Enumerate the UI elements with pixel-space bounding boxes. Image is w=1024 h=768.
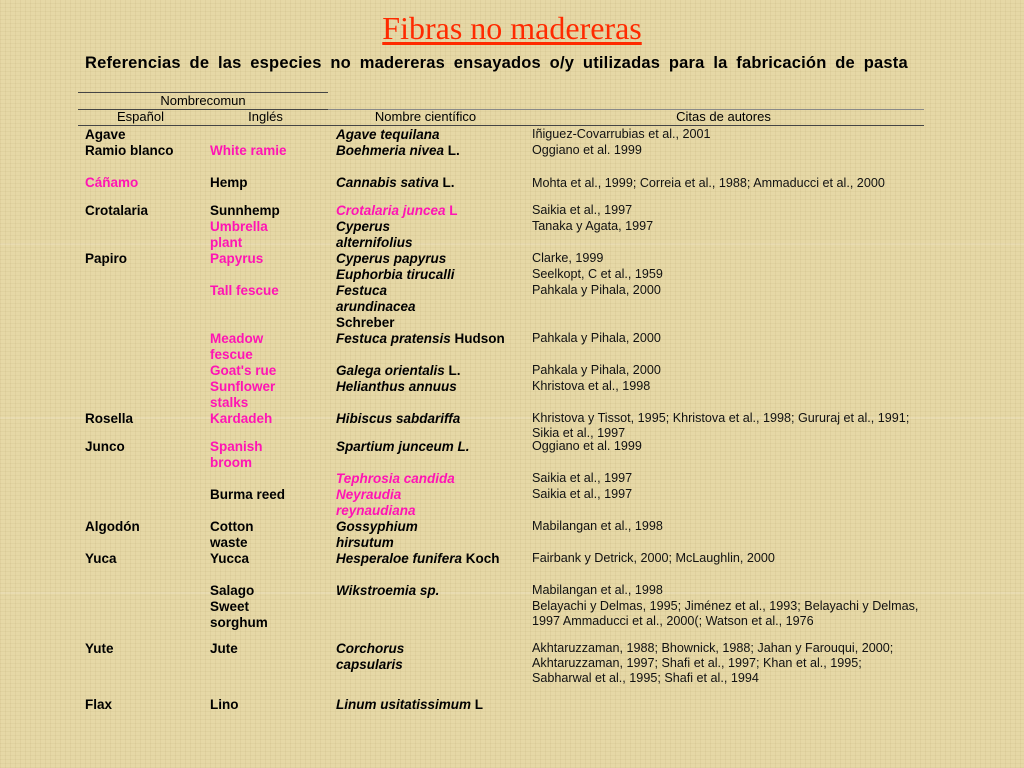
- cell-espanol: Algodón: [85, 519, 140, 534]
- cell-nombre-cientifico: [336, 487, 446, 519]
- cell-sci-authority: L.: [444, 143, 460, 158]
- cell-citas: Mabilangan et al., 1998: [532, 583, 663, 597]
- cell-ingles: Jute: [210, 641, 238, 656]
- cell-ingles: Papyrus: [210, 251, 264, 266]
- cell-citas: Saikia et al., 1997: [532, 471, 633, 485]
- cell-nombre-cientifico: [336, 411, 511, 427]
- cell-nombre-cientifico: [336, 379, 511, 395]
- cell-sci-name: Wikstroemia sp.: [336, 583, 440, 598]
- cell-nombre-cientifico: [336, 519, 456, 551]
- cell-sci-authority: L.: [438, 175, 455, 190]
- cell-ingles: Hemp: [210, 175, 248, 190]
- cell-citas: Pahkala y Pihala, 2000: [532, 363, 661, 377]
- cell-nombre-cientifico: [336, 143, 511, 159]
- column-header-citas: Citas de autores: [676, 109, 771, 124]
- slide-subtitle: Referencias de las especies no madereras ensayados o/y utilizadas para la fabricación de pasta: [85, 54, 908, 72]
- cell-citas: Iñiguez-Covarrubias et al., 2001: [532, 127, 711, 141]
- cell-sci-name: Agave tequilana: [336, 127, 440, 142]
- cell-citas: Belayachi y Delmas, 1995; Jiménez et al., 1993; Belayachi y Delmas, 1997 Ammaducci et al., 2000(; Watson et al., 1976: [532, 599, 919, 628]
- cell-sci-name: Boehmeria nivea: [336, 143, 445, 158]
- cell-nombre-cientifico: [336, 363, 511, 379]
- cell-sci-authority: L.: [444, 363, 461, 378]
- cell-ingles: Kardadeh: [210, 411, 273, 426]
- cell-sci-name: Linum usitatissimum: [336, 697, 472, 712]
- cell-nombre-cientifico: [336, 583, 511, 599]
- cell-espanol: Junco: [85, 439, 125, 454]
- cell-nombre-cientifico: [336, 283, 446, 331]
- cell-nombre-cientifico: [336, 697, 486, 713]
- header-divider: [328, 92, 924, 110]
- column-header-nombre-cientifico: Nombre científico: [374, 109, 477, 124]
- cell-citas: Mohta et al., 1999; Correia et al., 1988; Ammaducci et al., 2000: [532, 176, 885, 190]
- cell-ingles: Yucca: [210, 551, 250, 566]
- cell-ingles: Salago: [210, 583, 255, 598]
- cell-sci-name: Helianthus annuus: [336, 379, 457, 394]
- cell-nombre-cientifico: [336, 175, 511, 191]
- cell-citas: Akhtaruzzaman, 1988; Bhownick, 1988; Jahan y Farouqui, 2000; Akhtaruzzaman, 1997; Shafi et al., 1997; Khan et al., 1995; Sabharwal et al., 1995; Shafi et al., 1994: [532, 641, 894, 685]
- cell-citas: Mabilangan et al., 1998: [532, 519, 663, 533]
- cell-nombre-cientifico: [336, 439, 501, 455]
- cell-nombre-cientifico: [336, 219, 426, 251]
- cell-sci-name: Euphorbia tirucalli: [336, 267, 455, 282]
- cell-ingles: Meadow fescue: [210, 331, 264, 362]
- cell-sci-name: Hesperaloe funifera: [336, 551, 463, 566]
- cell-sci-authority: Hudson: [450, 331, 505, 346]
- cell-citas: Fairbank y Detrick, 2000; McLaughlin, 2000: [532, 551, 775, 565]
- cell-citas: Seelkopt, C et al., 1959: [532, 267, 663, 281]
- cell-espanol: Cáñamo: [85, 175, 139, 190]
- cell-espanol: Papiro: [85, 251, 128, 266]
- cell-citas: Pahkala y Pihala, 2000: [532, 331, 661, 345]
- cell-ingles: Sweet sorghum: [210, 599, 268, 630]
- cell-ingles: Burma reed: [210, 487, 286, 502]
- group-header-nombrecomun: Nombrecomun: [78, 92, 328, 110]
- cell-ingles: Cotton waste: [210, 519, 254, 550]
- cell-citas: Pahkala y Pihala, 2000: [532, 283, 661, 297]
- cell-sci-authority: L: [445, 203, 458, 218]
- cell-sci-name: Gossyphium hirsutum: [336, 519, 418, 550]
- cell-sci-name: Hibiscus sabdariffa: [336, 411, 461, 426]
- cell-sci-name: Corchorus capsularis: [336, 641, 405, 672]
- column-header-row: [78, 109, 924, 126]
- cell-sci-authority: Schreber: [336, 315, 395, 330]
- cell-citas: Saikia et al., 1997: [532, 203, 633, 217]
- cell-citas: Clarke, 1999: [532, 251, 604, 265]
- cell-ingles: Umbrella plant: [210, 219, 268, 250]
- cell-espanol: Flax: [85, 697, 113, 712]
- cell-citas: Khristova y Tissot, 1995; Khristova et al., 1998; Gururaj et al., 1991; Sikia et al., 1997: [532, 411, 910, 440]
- cell-nombre-cientifico: [336, 641, 446, 673]
- slide-title: Fibras no madereras: [382, 10, 642, 46]
- cell-sci-name: Spartium junceum L.: [336, 439, 470, 454]
- cell-citas: Khristova et al., 1998: [532, 379, 651, 393]
- cell-sci-authority: Koch: [462, 551, 500, 566]
- cell-ingles: Goat's rue: [210, 363, 277, 378]
- cell-sci-name: Cannabis sativa: [336, 175, 439, 190]
- cell-citas: Oggiano et al. 1999: [532, 143, 642, 157]
- cell-nombre-cientifico: [336, 551, 511, 567]
- cell-citas: Tanaka y Agata, 1997: [532, 219, 654, 233]
- cell-nombre-cientifico: [336, 471, 511, 487]
- cell-ingles: Lino: [210, 697, 239, 712]
- cell-espanol: Agave: [85, 127, 126, 142]
- cell-ingles: Sunnhemp: [210, 203, 280, 218]
- cell-sci-name: Cyperus alternifolius: [336, 219, 413, 250]
- cell-ingles: White ramie: [210, 143, 287, 158]
- cell-citas: Saikia et al., 1997: [532, 487, 633, 501]
- cell-sci-name: Tephrosia candida: [336, 471, 455, 486]
- cell-espanol: Yuca: [85, 551, 117, 566]
- cell-nombre-cientifico: [336, 251, 511, 267]
- cell-sci-name: Festuca arundinacea: [336, 283, 416, 314]
- cell-ingles: Spanish broom: [210, 439, 263, 470]
- cell-nombre-cientifico: [336, 267, 511, 283]
- cell-espanol: Yute: [85, 641, 114, 656]
- cell-nombre-cientifico: [336, 203, 511, 219]
- cell-espanol: Crotalaria: [85, 203, 149, 218]
- cell-espanol: Ramio blanco: [85, 143, 174, 158]
- cell-sci-name: Neyraudia reynaudiana: [336, 487, 416, 518]
- cell-sci-name: Festuca pratensis: [336, 331, 451, 346]
- cell-sci-name: Crotalaria juncea: [336, 203, 446, 218]
- column-header-ingles: Inglés: [248, 109, 283, 124]
- cell-sci-name: Galega orientalis: [336, 363, 445, 378]
- cell-ingles: Tall fescue: [210, 283, 279, 298]
- cell-sci-name: Cyperus papyrus: [336, 251, 447, 266]
- cell-citas: Oggiano et al. 1999: [532, 439, 642, 453]
- column-header-espanol: Español: [117, 109, 164, 124]
- cell-sci-authority: L: [471, 697, 484, 712]
- cell-nombre-cientifico: [336, 331, 511, 347]
- cell-ingles: Sunflower stalks: [210, 379, 276, 410]
- cell-espanol: Rosella: [85, 411, 134, 426]
- cell-nombre-cientifico: [336, 127, 511, 143]
